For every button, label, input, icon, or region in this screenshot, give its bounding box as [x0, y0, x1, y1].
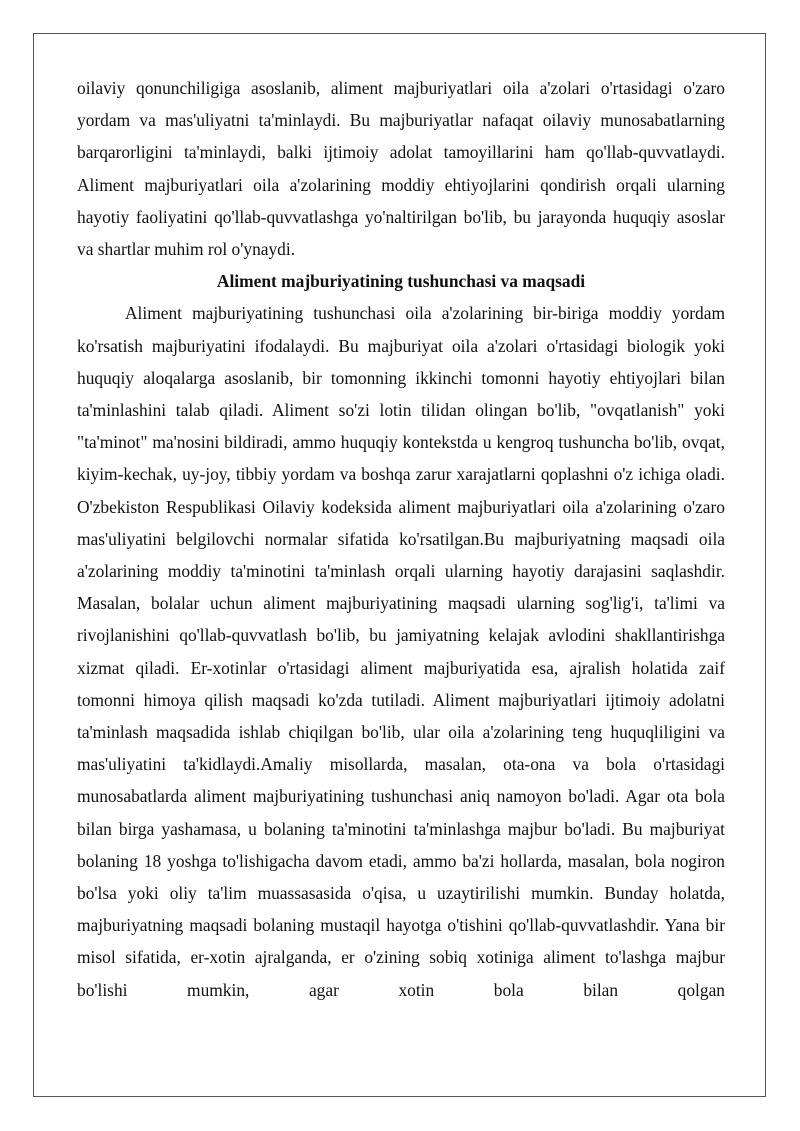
section-heading: Aliment majburiyatining tushunchasi va maqsadi	[216, 271, 586, 292]
body-paragraph: Aliment majburiyatining tushunchasi oila a'zolarining bir-biriga moddiy yordam ko'rsatish majburiyatini ifodalaydi. Bu majburiyat oila a'zolari o'rtasidagi biologik yoki huquqiy aloqalarga asoslanib, bir tomonning ikkinchi tomonni hayotiy ehtiyojlari bilan ta'minlashini talab qiladi. Aliment so'zi lotin tilidan olingan bo'lib, "ovqatlanish" yoki "ta'minot" ma'nosini bildiradi, ammo huquqiy kontekstda u kengroq tushuncha bo'lib, ovqat, kiyim-kechak, uy-joy, tibbiy yordam va boshqa zarur xarajatlarni qoplashni o'z ichiga oladi. O'zbekiston Respublikasi Oilaviy kodeksida aliment majburiyatlari oila a'zolarining o'zaro mas'uliyatini belgilovchi normalar sifatida ko'rsatilgan.Bu majburiyatning maqsadi oila a'zolarining moddiy ta'minotini ta'minlash orqali ularning hayotiy darajasini saqlashdir. Masalan, bolalar uchun aliment majburiyatining maqsadi ularning sog'lig'i, ta'limi va rivojlanishini qo'llab-quvvatlash bo'lib, bu jamiyatning kelajak avlodini shakllantirishga xizmat qiladi. Er-xotinlar o'rtasidagi aliment majburiyatida esa, ajralish holatida zaif tomonni himoya qilish maqsadi ko'zda tutiladi. Aliment majburiyatlari ijtimoiy adolatni ta'minlash maqsadida ishlab chiqilgan bo'lib, ular oila a'zolarining teng huquqliligini va mas'uliyatini ta'kidlaydi.Amaliy misollarda, masalan, ota-ona va bola o'rtasidagi munosabatlarda aliment majburiyatining tushunchasi aniq namoyon bo'ladi. Agar ota bola bilan birga yashamasa, u bolaning ta'minotini ta'minlashga majbur bo'ladi. Bu majburiyat bolaning 18 yoshga to'lishigacha davom etadi, ammo ba'zi hollarda, masalan, bola nogiron bo'lsa yoki oliy ta'lim muassasasida o'qisa, u uzaytirilishi mumkin. Bunday holatda, majburiyatning maqsadi bolaning mustaqil hayotga o'tishini qo'llab-quvvatlashdir. Yana bir misol sifatida, er-xotin ajralganda, er o'zining sobiq xotiniga aliment to'lashga majbur bo'lishi mumkin, agar xotin bola bilan qolgan	[77, 303, 725, 1000]
intro-paragraph: oilaviy qonunchiligiga asoslanib, aliment majburiyatlari oila a'zolari o'rtasidagi o'zaro yordam va mas'uliyatni ta'minlaydi. Bu majburiyatlar nafaqat oilaviy munosabatlarning barqarorligini ta'minlaydi, balki ijtimoiy adolat tamoyillarini ham qo'llab-quvvatlaydi. Aliment majburiyatlari oila a'zolarining moddiy ehtiyojlarini qondirish orqali ularning hayotiy faoliyatini qo'llab-quvvatlashga yo'naltirilgan bo'lib, bu jarayonda huquqiy asoslar va shartlar muhim rol o'ynaydi.	[77, 78, 725, 260]
document-body	[77, 72, 725, 1006]
